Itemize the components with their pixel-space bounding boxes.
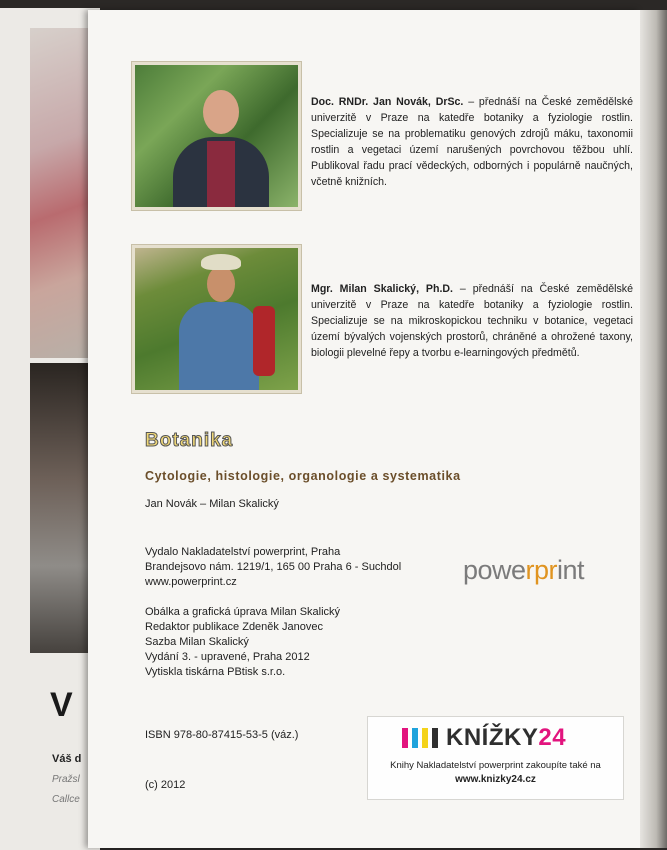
- photo-figure-hat: [201, 254, 241, 270]
- underlying-page: [0, 8, 100, 850]
- credit-printer: Vytiskla tiskárna PBtisk s.r.o.: [145, 666, 286, 678]
- underlying-heading: V: [50, 686, 73, 724]
- photo-figure-backpack: [253, 306, 275, 376]
- photo-figure-head: [203, 90, 239, 134]
- logo-bar: [402, 728, 408, 748]
- knizky24-ad: [367, 716, 624, 800]
- logo-part-1: powe: [463, 555, 526, 585]
- publisher-line-1: Vydalo Nakladatelství powerprint, Praha: [145, 546, 341, 558]
- underlying-line-2: Pražsl: [52, 774, 80, 785]
- credit-editor: Redaktor publikace Zdeněk Janovec: [145, 621, 323, 633]
- credit-cover: Obálka a grafická úprava Milan Skalický: [145, 606, 341, 618]
- author-bio-skalicky: [311, 281, 633, 361]
- book-authors: Jan Novák – Milan Skalický: [145, 498, 279, 510]
- knizky24-number: 24: [538, 724, 567, 751]
- author-text-novak: – přednáší na České zemědělské univerzitě v Praze na katedře botaniky a fyziologie rostlin. Specializuje se na problematiku genových zdrojů máku, taxonomii rostlin a vegetaci území narušených povrchovou těžbou uhlí. Publikoval řadu prací vědeckých, odborných i populárně naučných, včetně knižních.: [311, 96, 633, 188]
- powerprint-logo: [463, 555, 584, 586]
- knizky24-logo-bars: [402, 728, 446, 748]
- knizky24-logo-text: [446, 724, 566, 752]
- credit-typesetting: Sazba Milan Skalický: [145, 636, 249, 648]
- photo-figure-head: [207, 266, 235, 302]
- underlying-line-1: Váš d: [52, 753, 82, 765]
- credit-edition: Vydání 3. - upravené, Praha 2012: [145, 651, 310, 663]
- publisher-website: www.powerprint.cz: [145, 576, 237, 588]
- underlying-line-3: Callce: [52, 794, 80, 805]
- author-photo-skalicky: [132, 245, 301, 393]
- photo-figure-shirt: [207, 141, 235, 210]
- logo-part-accent: rpr: [525, 555, 558, 585]
- author-name-novak: Doc. RNDr. Jan Novák, DrSc.: [311, 96, 464, 108]
- author-name-skalicky: Mgr. Milan Skalický, Ph.D.: [311, 283, 453, 295]
- knizky24-text: Knihy Nakladatelství powerprint zakoupíte také na: [390, 760, 601, 771]
- copyright: (c) 2012: [145, 779, 186, 791]
- page-edge: [640, 10, 667, 848]
- publisher-address: Brandejsovo nám. 1219/1, 165 00 Praha 6 - Suchdol: [145, 561, 402, 573]
- logo-bar: [432, 728, 438, 748]
- author-bio-novak: [311, 94, 633, 190]
- knizky24-url: www.knizky24.cz: [455, 774, 536, 785]
- isbn: ISBN 978-80-87415-53-5 (váz.): [145, 729, 299, 741]
- book-title: Botanika: [145, 430, 234, 451]
- logo-bar: [412, 728, 418, 748]
- author-photo-novak: [132, 62, 301, 210]
- photo-figure-body: [179, 302, 259, 392]
- book-subtitle: Cytologie, histologie, organologie a systematika: [145, 469, 461, 483]
- logo-bar: [422, 728, 428, 748]
- logo-part-2: int: [557, 555, 585, 585]
- knizky24-word: KNÍŽKY: [446, 724, 539, 751]
- author-text-skalicky: – přednáší na České zemědělské univerzitě v Praze na katedře botaniky a fyziologie rostlin. Specializuje se na mikroskopickou techniku v botanice, vegetaci území bývalých vojenských prostorů, chráněné a ohrožené taxony, biologii plevelné řepy a tvorbu e-learningových předmětů.: [311, 283, 633, 359]
